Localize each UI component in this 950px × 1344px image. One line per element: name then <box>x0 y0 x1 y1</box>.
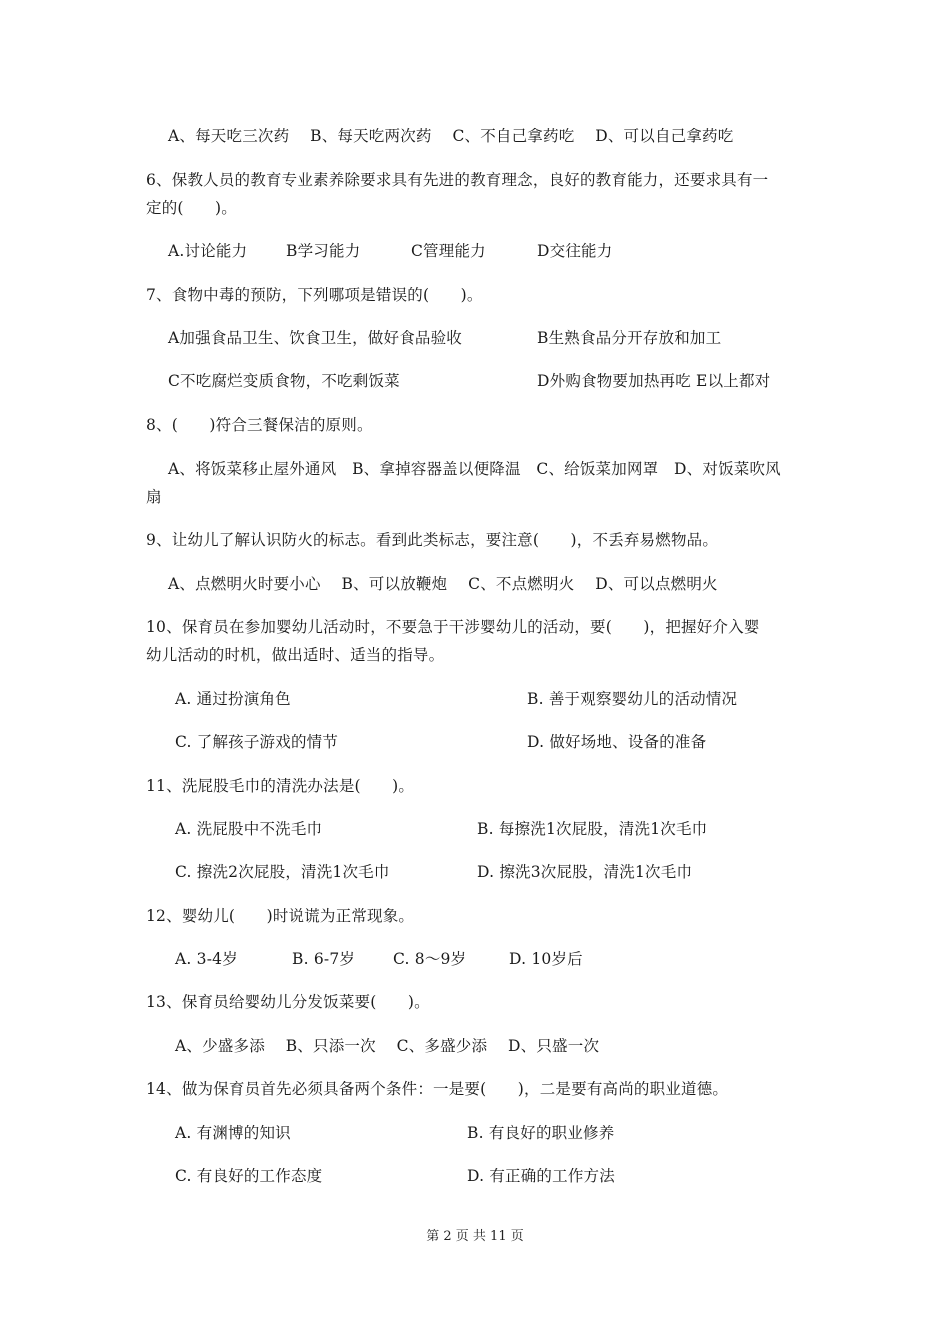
q12-stem: 12、婴幼儿( )时说谎为正常现象。 <box>146 907 415 925</box>
page-number-footer: 第 2 页 共 11 页 <box>426 1229 524 1244</box>
q7-option-d: D外购食物要加热再吃 E以上都对 <box>537 372 771 390</box>
q5-options: A、每天吃三次药 B、每天吃两次药 C、不自己拿药吃 D、可以自己拿药吃 <box>168 127 734 145</box>
q8-stem: 8、( )符合三餐保洁的原则。 <box>146 416 373 434</box>
q11-stem: 11、洗屁股毛巾的清洗办法是( )。 <box>146 777 415 795</box>
q11-option-b: B. 每擦洗1次屁股，清洗1次毛巾 <box>477 820 708 838</box>
q14-option-d: D. 有正确的工作方法 <box>467 1167 615 1185</box>
q6-stem-line1: 6、保教人员的教育专业素养除要求具有先进的教育理念，良好的教育能力，还要求具有一 <box>146 171 769 189</box>
q6-stem-line2: 定的( )。 <box>146 199 237 217</box>
q10-option-d: D. 做好场地、设备的准备 <box>527 733 707 751</box>
q6-option-d: D交往能力 <box>537 242 613 260</box>
q13-stem: 13、保育员给婴幼儿分发饭菜要( )。 <box>146 993 430 1011</box>
q9-stem: 9、让幼儿了解认识防火的标志。看到此类标志，要注意( )，不丢弃易燃物品。 <box>146 531 719 549</box>
q14-option-c: C. 有良好的工作态度 <box>175 1167 323 1185</box>
q6-option-b: B学习能力 <box>286 242 361 260</box>
q11-option-c: C. 擦洗2次屁股，清洗1次毛巾 <box>175 863 390 881</box>
q10-option-a: A. 通过扮演角色 <box>175 690 291 708</box>
q7-option-c: C不吃腐烂变质食物，不吃剩饭菜 <box>168 372 400 390</box>
q6-option-a: A.讨论能力 <box>168 242 248 260</box>
q10-option-c: C. 了解孩子游戏的情节 <box>175 733 339 751</box>
q14-stem: 14、做为保育员首先必须具备两个条件：一是要( )，二是要有高尚的职业道德。 <box>146 1080 729 1098</box>
q12-option-a: A. 3-4岁 <box>175 950 238 968</box>
q11-option-d: D. 擦洗3次屁股，清洗1次毛巾 <box>477 863 693 881</box>
q10-option-b: B. 善于观察婴幼儿的活动情况 <box>527 690 738 708</box>
q8-options-line1: A、将饭菜移止屋外通风 B、拿掉容器盖以便降温 C、给饭菜加网罩 D、对饭菜吹风 <box>168 460 781 478</box>
q12-option-d: D. 10岁后 <box>509 950 583 968</box>
q12-option-c: C. 8～9岁 <box>393 950 467 968</box>
q9-options: A、点燃明火时要小心 B、可以放鞭炮 C、不点燃明火 D、可以点燃明火 <box>168 575 718 593</box>
q10-stem-line1: 10、保育员在参加婴幼儿活动时，不要急于干涉婴幼儿的活动，要( )，把握好介入婴 <box>146 618 760 636</box>
q7-option-a: A加强食品卫生、饮食卫生，做好食品验收 <box>168 329 462 347</box>
q7-stem: 7、食物中毒的预防，下列哪项是错误的( )。 <box>146 286 483 304</box>
q7-option-b: B生熟食品分开存放和加工 <box>537 329 722 347</box>
q14-option-b: B. 有良好的职业修养 <box>467 1124 615 1142</box>
q11-option-a: A. 洗屁股中不洗毛巾 <box>175 820 323 838</box>
q10-stem-line2: 幼儿活动的时机，做出适时、适当的指导。 <box>146 646 445 664</box>
q13-options: A、少盛多添 B、只添一次 C、多盛少添 D、只盛一次 <box>175 1037 600 1055</box>
q6-option-c: C管理能力 <box>411 242 486 260</box>
q12-option-b: B. 6-7岁 <box>292 950 356 968</box>
q8-options-line2: 扇 <box>146 488 162 506</box>
q14-option-a: A. 有渊博的知识 <box>175 1124 291 1142</box>
